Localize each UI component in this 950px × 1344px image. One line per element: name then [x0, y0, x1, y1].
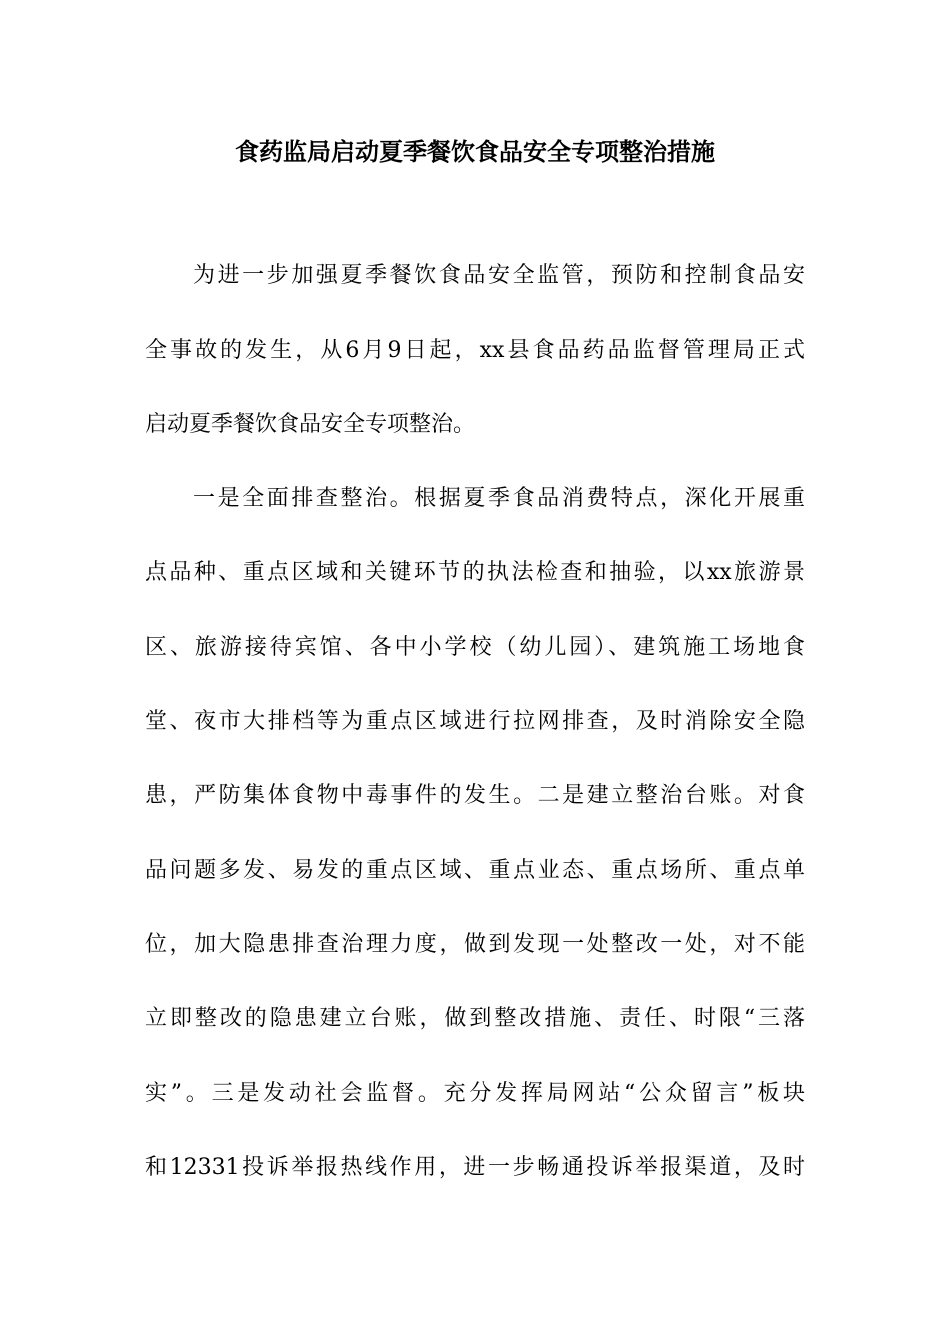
paragraph-1-line-2: 全事故的发生，从6月9日起，xx县食品药品监督管理局正式 — [145, 338, 805, 363]
paragraph-2-line-10: 和12331投诉举报热线作用，进一步畅通投诉举报渠道，及时 — [145, 1155, 805, 1180]
paragraph-2-line-8: 立即整改的隐患建立台账，做到整改措施、责任、时限“三落 — [145, 1006, 805, 1031]
paragraph-2-line-3: 区、旅游接待宾馆、各中小学校（幼儿园）、建筑施工场地食 — [145, 635, 805, 660]
paragraph-2-line-4: 堂、夜市大排档等为重点区域进行拉网排查，及时消除安全隐 — [145, 709, 805, 734]
paragraph-1-line-1: 为进一步加强夏季餐饮食品安全监管，预防和控制食品安 — [193, 263, 805, 288]
paragraph-2-line-1: 一是全面排查整治。根据夏季食品消费特点，深化开展重 — [193, 486, 805, 511]
paragraph-2-line-5: 患，严防集体食物中毒事件的发生。二是建立整治台账。对食 — [145, 783, 805, 808]
paragraph-1-line-3: 启动夏季餐饮食品安全专项整治。 — [145, 412, 476, 437]
paragraph-2-line-2: 点品种、重点区域和关键环节的执法检查和抽验，以xx旅游景 — [145, 560, 805, 585]
paragraph-2-line-6: 品问题多发、易发的重点区域、重点业态、重点场所、重点单 — [145, 858, 805, 883]
document-title: 食药监局启动夏季餐饮食品安全专项整治措施 — [235, 137, 715, 166]
paragraph-2-line-9: 实”。三是发动社会监督。充分发挥局网站“公众留言”板块 — [145, 1081, 805, 1106]
paragraph-2-line-7: 位，加大隐患排查治理力度，做到发现一处整改一处，对不能 — [145, 932, 805, 957]
